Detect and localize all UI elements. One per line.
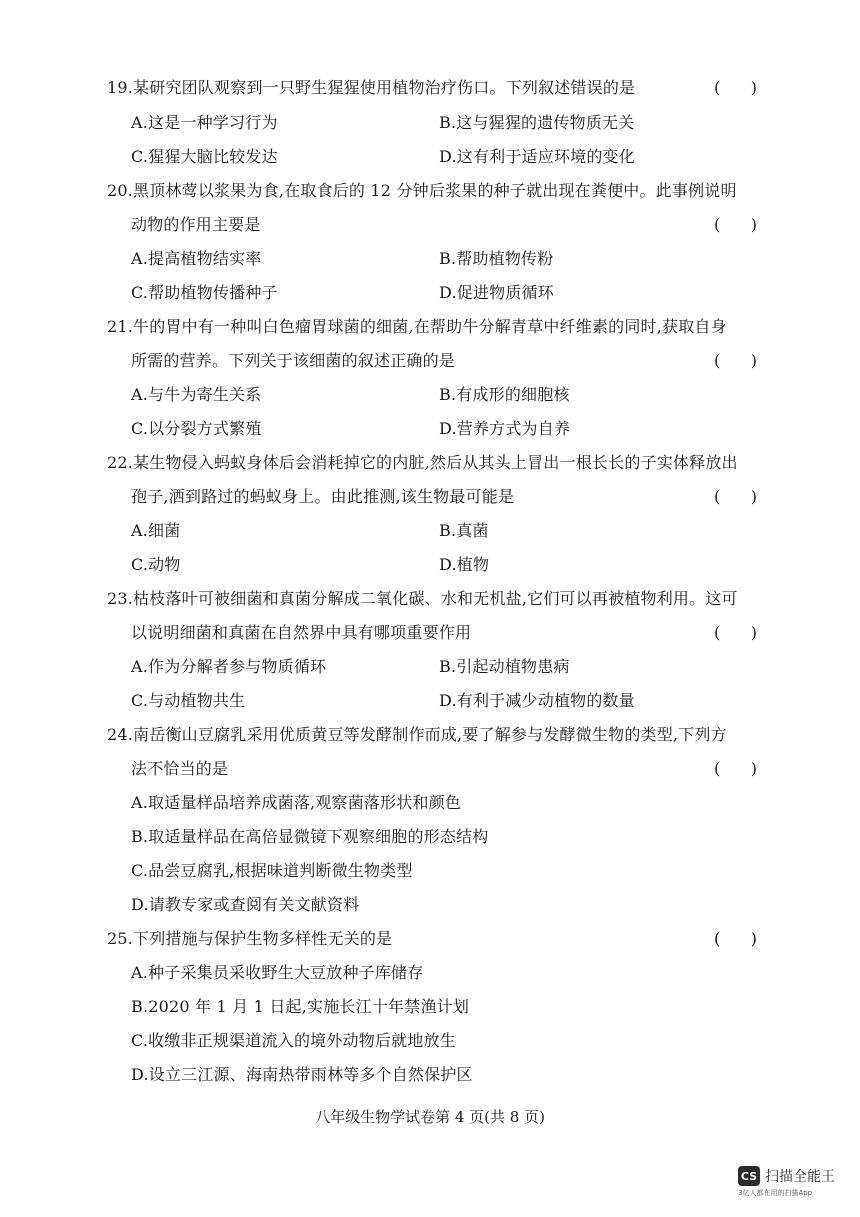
answer-bracket: ( ) xyxy=(714,78,757,97)
question-stem: 以说明细菌和真菌在自然界中具有哪项重要作用 xyxy=(131,623,472,642)
question-stem: 25.下列措施与保护生物多样性无关的是 xyxy=(107,929,393,948)
option: A.取适量样品培养成菌落,观察菌落形状和颜色 xyxy=(131,793,462,812)
option: D.这有利于适应环境的变化 xyxy=(439,147,635,166)
option: A.作为分解者参与物质循环 xyxy=(131,657,327,676)
question-stem: 动物的作用主要是 xyxy=(131,215,261,234)
option: C.与动植物共生 xyxy=(131,691,246,710)
answer-bracket: ( ) xyxy=(714,487,757,506)
option: A.与牛为寄生关系 xyxy=(131,385,262,404)
option: B.引起动植物患病 xyxy=(439,657,570,676)
option: C.以分裂方式繁殖 xyxy=(131,419,262,438)
page-footer: 八年级生物学试卷第 4 页(共 8 页) xyxy=(315,1108,545,1126)
option: D.促进物质循环 xyxy=(439,283,554,302)
option: B.取适量样品在高倍显微镜下观察细胞的形态结构 xyxy=(131,827,489,846)
option: C.猩猩大脑比较发达 xyxy=(131,147,278,166)
question-stem: 19.某研究团队观察到一只野生猩猩使用植物治疗伤口。下列叙述错误的是 xyxy=(107,78,636,97)
option: B.帮助植物传粉 xyxy=(439,249,554,268)
option: D.营养方式为自养 xyxy=(439,419,571,438)
question-stem: 20.黑顶林莺以浆果为食,在取食后的 12 分钟后浆果的种子就出现在粪便中。此事例说明 xyxy=(107,181,737,200)
option: C.动物 xyxy=(131,555,181,574)
option: C.收缴非正规渠道流入的境外动物后就地放生 xyxy=(131,1031,456,1050)
watermark-name: 扫描全能王 xyxy=(765,1169,835,1185)
question-stem: 孢子,洒到路过的蚂蚁身上。由此推测,该生物最可能是 xyxy=(131,487,515,506)
question-stem: 23.枯枝落叶可被细菌和真菌分解成二氧化碳、水和无机盐,它们可以再被植物利用。这可 xyxy=(107,589,738,608)
option: B.有成形的细胞核 xyxy=(439,385,570,404)
option: D.有利于减少动植物的数量 xyxy=(439,691,635,710)
option: A.这是一种学习行为 xyxy=(131,113,278,132)
option: D.请教专家或查阅有关文献资料 xyxy=(131,895,360,914)
question-stem: 22.某生物侵入蚂蚁身体后会消耗掉它的内脏,然后从其头上冒出一根长长的子实体释放出 xyxy=(107,453,738,472)
option: A.种子采集员采收野生大豆放种子库储存 xyxy=(131,963,424,982)
option: B.2020 年 1 月 1 日起,实施长江十年禁渔计划 xyxy=(131,997,470,1016)
camscanner-logo-icon: CS xyxy=(738,1166,760,1186)
answer-bracket: ( ) xyxy=(714,759,757,778)
question-stem: 法不恰当的是 xyxy=(131,759,229,778)
answer-bracket: ( ) xyxy=(714,623,757,642)
answer-bracket: ( ) xyxy=(714,351,757,370)
option: D.植物 xyxy=(439,555,490,574)
option: A.提高植物结实率 xyxy=(131,249,262,268)
option: D.设立三江源、海南热带雨林等多个自然保护区 xyxy=(131,1065,473,1084)
scanner-watermark xyxy=(738,1166,850,1210)
option: A.细菌 xyxy=(131,521,181,540)
option: C.帮助植物传播种子 xyxy=(131,283,278,302)
question-stem: 21.牛的胃中有一种叫白色瘤胃球菌的细菌,在帮助牛分解青草中纤维素的同时,获取自身 xyxy=(107,317,727,336)
answer-bracket: ( ) xyxy=(714,929,757,948)
answer-bracket: ( ) xyxy=(714,215,757,234)
option: C.品尝豆腐乳,根据味道判断微生物类型 xyxy=(131,861,413,880)
option: B.这与猩猩的遗传物质无关 xyxy=(439,113,635,132)
question-stem: 24.南岳衡山豆腐乳采用优质黄豆等发酵制作而成,要了解参与发酵微生物的类型,下列方 xyxy=(107,725,727,744)
option: B.真菌 xyxy=(439,521,489,540)
watermark-tagline: 3亿人都在用的扫描App xyxy=(738,1189,813,1197)
question-stem: 所需的营养。下列关于该细菌的叙述正确的是 xyxy=(131,351,456,370)
